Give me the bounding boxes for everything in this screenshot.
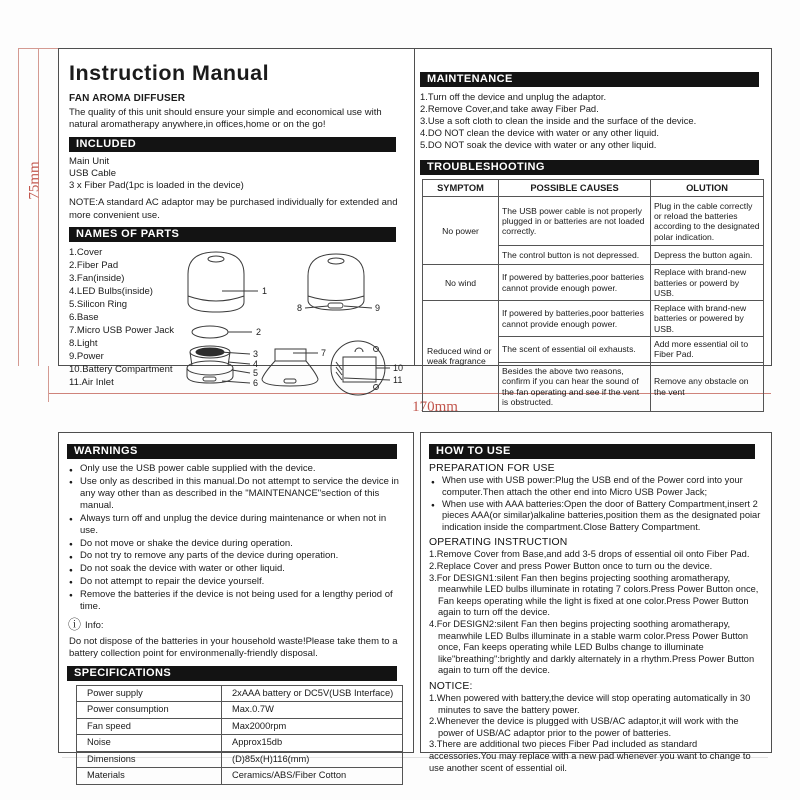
spec-key: Dimensions	[77, 751, 222, 768]
list-item: 1.When powered with battery,the device will stop operating automatically in 30 minutes to save the battery power.	[429, 693, 751, 715]
adaptor-note: NOTE:A standard AC adaptor may be purchased individually for extended and more convenient use.	[69, 197, 398, 221]
list-item: 2.Whenever the device is plugged with USB/AC adaptor,it will work with the power of USB/AC adaptor prior to the power of batteries.	[429, 716, 739, 738]
diagram-bottom-view	[331, 341, 403, 395]
solution-cell: Plug in the cable correctly or reload the batteries according to the designated polar indication.	[651, 197, 764, 246]
dimension-tick-top	[18, 48, 59, 49]
callout-4: 4	[253, 359, 259, 370]
list-item: 4.LED Bulbs(inside)	[69, 286, 153, 298]
list-item: 2.Replace Cover and press Power Button once to turn ou the device.	[429, 561, 713, 572]
cause-cell: The USB power cable is not properly plugged in or batteries are not loaded correctly.	[499, 197, 651, 246]
list-item: 2.Fiber Pad	[69, 260, 119, 272]
list-item: 9.Power	[69, 351, 104, 363]
list-item: ● Use only as described in this manual.Do not attempt to service the device in any way other than as described in the "MAINTENANCE"section of this manual.	[69, 476, 405, 513]
preparation-list	[429, 475, 763, 533]
cause-cell: The scent of essential oil exhausts.	[499, 337, 651, 363]
spec-key: Power consumption	[77, 702, 222, 719]
list-item: 1.Turn off the device and unplug the adaptor.	[420, 91, 607, 102]
spec-key: Power supply	[77, 685, 222, 702]
list-item: 6.Base	[69, 312, 99, 324]
list-item: 1.Cover	[69, 247, 103, 259]
list-item: ● Do not soak the device with water or other liquid.	[69, 563, 405, 575]
top-left-column	[59, 49, 415, 389]
callout-3: 3	[253, 349, 259, 360]
warnings-header: WARNINGS	[67, 444, 397, 459]
callout-8: 8	[297, 303, 303, 314]
info-icon: ⓘ	[68, 617, 82, 633]
dimension-tick-bottom	[48, 366, 49, 402]
notice-title: NOTICE:	[429, 681, 473, 692]
list-item: ● Always turn off and unplug the device during maintenance or when not in use.	[69, 513, 405, 537]
parts-section	[69, 246, 404, 396]
solution-cell: Add more essential oil to Fiber Pad.	[651, 337, 764, 363]
included-list	[69, 156, 404, 193]
list-item: 3.There are additional two pieces Fiber Pad included as standard accessories.You may replace with a new pad whenever you want to change to use another scent of essential oil.	[429, 739, 751, 773]
solution-cell: Replace with brand-new batteries or powered by USB.	[651, 301, 764, 337]
product-subtitle: FAN AROMA DIFFUSER	[69, 93, 186, 104]
table-row	[77, 702, 403, 719]
table-row	[77, 735, 403, 752]
list-item: ● Only use the USB power cable supplied with the device.	[69, 463, 405, 475]
list-item: ● Do not try to remove any parts of the device during operation.	[69, 550, 405, 562]
spec-key: Fan speed	[77, 718, 222, 735]
solution-cell: Remove any obstacle on the vent	[651, 362, 764, 411]
troubleshooting-header: TROUBLESHOOTING	[420, 160, 759, 175]
how-to-use-panel	[420, 432, 772, 773]
list-item: 5.Silicon Ring	[69, 299, 128, 311]
spec-value: Ceramics/ABS/Fiber Cotton	[222, 768, 403, 785]
table-row	[77, 751, 403, 768]
intro-paragraph: The quality of this unit should ensure your simple and economical use with natural aromatherapy anywhere,in offices,home or on the go!	[69, 107, 382, 131]
maintenance-header: MAINTENANCE	[420, 72, 759, 87]
table-row	[423, 197, 764, 246]
names-of-parts-header: NAMES OF PARTS	[69, 227, 396, 242]
dimension-line-vertical-inner	[38, 48, 39, 366]
width-dimension-label: 170mm	[412, 399, 458, 415]
list-item: ● When use with USB power:Plug the USB end of the Power cord into your computer.Then attach the other end into Micro USB Power Jack;	[431, 475, 763, 498]
included-header: INCLUDED	[69, 137, 396, 152]
spec-value: Approx15db	[222, 735, 403, 752]
table-row	[423, 301, 764, 337]
list-item: 3.Fan(inside)	[69, 273, 125, 285]
list-item: Main Unit	[69, 155, 110, 167]
warnings-list	[67, 463, 405, 613]
specifications-table	[76, 685, 403, 785]
table-row	[77, 718, 403, 735]
device-diagram	[178, 246, 410, 396]
list-item: 10.Battery Compartment	[69, 364, 173, 376]
spec-value: 2xAAA battery or DC5V(USB Interface)	[222, 685, 403, 702]
table-row	[423, 265, 764, 301]
callout-5: 5	[253, 368, 259, 379]
battery-disposal-note: Do not dispose of the batteries in your household waste!Please take them to a battery collection point for environmenally-friendly disposal.	[69, 635, 398, 660]
cause-cell: If powered by batteries,poor batteries cannot provide enough power.	[499, 265, 651, 301]
operating-list	[429, 549, 763, 677]
spec-value: Max2000rpm	[222, 718, 403, 735]
diagram-base	[262, 348, 326, 386]
callout-6: 6	[253, 378, 259, 389]
preparation-title: PREPARATION FOR USE	[429, 463, 555, 474]
list-item: ● When use with AAA batteries:Open the door of Battery Compartment,insert 2 pieces AAA(or similar)alkaline batteries,position them as the designated poiar indication inside the compartment.Close Battery Compartment.	[431, 499, 763, 534]
list-item: ● Do not move or shake the device during operation.	[69, 538, 405, 550]
symptom-cell: No power	[423, 197, 499, 265]
list-item: 4.For DESIGN2:silent Fan then begins projecting soothing aromatherapy, meanwhile LED Bulbs illuminate in a stable warm color.Press Power Button once, Fan keeps operating while LED Bulbs change to illuminate like"breathing":brightly and darkly alternately in a rhythm.Press Power Button again to turn off the device.	[429, 619, 755, 676]
table-row	[77, 768, 403, 785]
table-header-row	[423, 180, 764, 197]
callout-9: 9	[375, 303, 381, 314]
spec-value: (D)85x(H)116(mm)	[222, 751, 403, 768]
diagram-fiber-pad	[192, 326, 261, 338]
diagram-cover-view	[188, 252, 267, 312]
list-item: 2.Remove Cover,and take away Fiber Pad.	[420, 103, 599, 114]
troubleshooting-table	[422, 179, 764, 412]
list-item: 1.Remove Cover from Base,and add 3-5 drops of essential oil onto Fiber Pad.	[429, 549, 750, 560]
callout-2: 2	[256, 327, 262, 338]
callout-7: 7	[321, 348, 327, 359]
symptom-cell: No wind	[423, 265, 499, 301]
column-header: SYMPTOM	[423, 180, 499, 197]
column-header: POSSIBLE CAUSES	[499, 180, 651, 197]
cause-cell: The control button is not depressed.	[499, 246, 651, 265]
top-right-column	[415, 49, 771, 407]
spec-key: Materials	[77, 768, 222, 785]
list-item: 3.For DESIGN1:silent Fan then begins projecting soothing aromatherapy, meanwhile LED bulbs illuminate in rotating 7 colors.Press Power Button once, Fan keeps operating while the light is fixed at one color.Press Power Button again to turn off the device.	[429, 572, 759, 618]
list-item: 3 x Fiber Pad(1pc is loaded in the device)	[69, 180, 244, 192]
list-item: USB Cable	[69, 167, 116, 179]
list-item: 3.Use a soft cloth to clean the inside and the surface of the device.	[420, 115, 697, 126]
operating-title: OPERATING INSTRUCTION	[429, 537, 568, 549]
list-item: 11.Air Inlet	[69, 377, 114, 389]
diagram-light-power-view	[297, 254, 380, 313]
solution-cell: Depress the button again.	[651, 246, 764, 265]
column-header: OLUTION	[651, 180, 764, 197]
symptom-cell: Reduced wind or weak fragrance	[423, 301, 499, 411]
callout-11: 11	[393, 375, 403, 386]
callout-1: 1	[262, 286, 268, 297]
list-item: 5.DO NOT soak the device with water or any other liquid.	[420, 139, 657, 150]
spec-value: Max.0.7W	[222, 702, 403, 719]
specifications-header: SPECIFICATIONS	[67, 666, 397, 681]
list-item: 7.Micro USB Power Jack	[69, 325, 175, 337]
warnings-panel	[58, 432, 414, 781]
spec-key: Noise	[77, 735, 222, 752]
notice-list	[429, 693, 763, 774]
cause-cell: If powered by batteries,poor batteries cannot provide enough power.	[499, 301, 651, 337]
info-row	[68, 617, 405, 633]
dimension-line-vertical-outer	[18, 48, 19, 366]
solution-cell: Replace with brand-new batteries or powerd by USB.	[651, 265, 764, 301]
info-label: Info:	[85, 619, 104, 631]
list-item: ● Do not attempt to repair the device yourself.	[69, 576, 405, 588]
list-item: 4.DO NOT clean the device with water or any other liquid.	[420, 127, 660, 138]
list-item: ● Remove the batteries if the device is not being used for a lengthy period of time.	[69, 589, 405, 613]
diagram-inner-assembly	[187, 346, 258, 388]
cause-cell: Besides the above two reasons, confirm if you can hear the sound of the fan operating and see if the vent is obstructed.	[499, 362, 651, 411]
height-dimension-label: 75mm	[26, 161, 43, 200]
page-title: Instruction Manual	[69, 61, 270, 85]
how-to-use-header: HOW TO USE	[429, 444, 755, 459]
callout-10: 10	[393, 363, 404, 374]
table-row	[77, 685, 403, 702]
list-item: 8.Light	[69, 338, 98, 350]
maintenance-list	[420, 91, 767, 151]
